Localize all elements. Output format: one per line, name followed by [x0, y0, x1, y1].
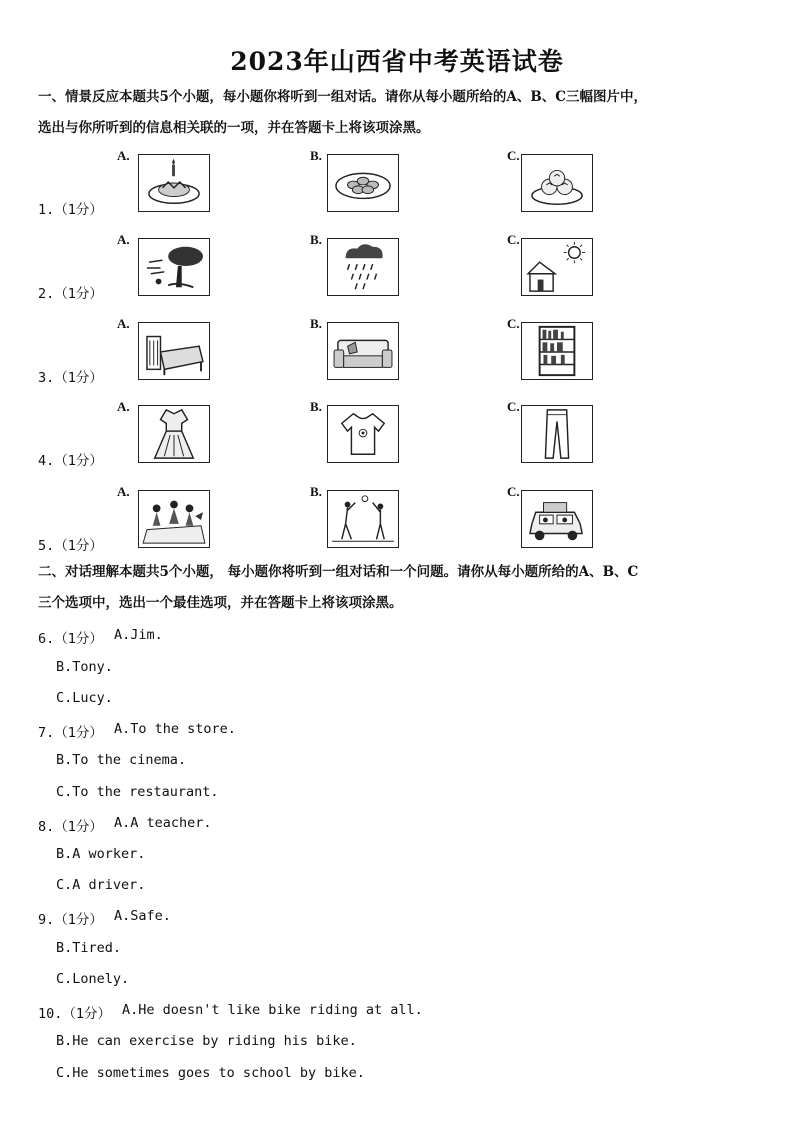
question-label: 4.（1分） [38, 453, 103, 469]
rain-cloud-icon[interactable] [327, 238, 399, 296]
question-3 [0, 316, 794, 386]
option-letter: B. [310, 316, 322, 331]
section2-heading [38, 557, 762, 619]
sunny-house-icon[interactable] [521, 238, 593, 296]
option-letter: A. [117, 316, 130, 331]
question-label: 9.（1分） [38, 912, 103, 928]
bookcase-icon[interactable] [521, 322, 593, 380]
option-letter: C. [507, 316, 520, 331]
windy-tree-icon[interactable] [138, 238, 210, 296]
option-letter: A. [117, 148, 130, 163]
option-c[interactable]: C.He sometimes goes to school by bike. [56, 1065, 365, 1081]
option-letter: B. [310, 232, 322, 247]
option-letter: A. [117, 399, 130, 414]
buns-icon[interactable] [521, 154, 593, 212]
option-letter: B. [310, 399, 322, 414]
section1-heading [38, 82, 762, 144]
question-label: 6.（1分） [38, 631, 103, 647]
bed-icon[interactable] [138, 322, 210, 380]
option-b[interactable]: B.He can exercise by riding his bike. [56, 1033, 357, 1049]
option-letter: C. [507, 399, 520, 414]
question-label: 3.（1分） [38, 370, 103, 386]
dumplings-icon[interactable] [327, 154, 399, 212]
car-trip-icon[interactable] [521, 490, 593, 548]
question-2 [0, 232, 794, 302]
option-b[interactable]: B.Tired. [56, 940, 122, 956]
option-a[interactable]: A.Jim. [114, 627, 163, 643]
option-a[interactable]: A.Safe. [114, 908, 171, 924]
question-label: 5.（1分） [38, 538, 103, 554]
option-letter: B. [310, 148, 322, 163]
trousers-icon[interactable] [521, 405, 593, 463]
option-a[interactable]: A.A teacher. [114, 815, 212, 831]
option-b[interactable]: B.To the cinema. [56, 752, 187, 768]
option-letter: C. [507, 148, 520, 163]
section1-heading-line2: 选出与你所听到的信息相关联的一项，并在答题卡上将该项涂黑。 [38, 120, 430, 136]
option-letter: C. [507, 232, 520, 247]
picnic-icon[interactable] [138, 490, 210, 548]
question-label: 1.（1分） [38, 202, 103, 218]
question-label: 10.（1分） [38, 1006, 112, 1022]
volleyball-icon[interactable] [327, 490, 399, 548]
option-a[interactable]: A.To the store. [114, 721, 236, 737]
option-letter: B. [310, 484, 322, 499]
dress-icon[interactable] [138, 405, 210, 463]
option-b[interactable]: B.A worker. [56, 846, 146, 862]
section2-heading-line1: 二、对话理解本题共5个小题， 每小题你将听到一组对话和一个问题。请你从每小题所给的A、B、C [38, 564, 639, 580]
section2-heading-line2: 三个选项中，选出一个最佳选项，并在答题卡上将该项涂黑。 [38, 595, 403, 611]
option-c[interactable]: C.Lucy. [56, 690, 113, 706]
option-c[interactable]: C.To the restaurant. [56, 784, 219, 800]
option-a[interactable]: A.He doesn't like bike riding at all. [122, 1002, 423, 1018]
section1-heading-line1: 一、情景反应本题共5个小题，每小题你将听到一组对话。请你从每小题所给的A、B、C三幅图片中， [38, 89, 648, 105]
question-1 [0, 148, 794, 218]
page-title: 2023年山西省中考英语试卷 [230, 47, 564, 76]
question-label: 7.（1分） [38, 725, 103, 741]
question-4 [0, 399, 794, 469]
option-letter: C. [507, 484, 520, 499]
cake-icon[interactable] [138, 154, 210, 212]
question-label: 2.（1分） [38, 286, 103, 302]
option-c[interactable]: C.Lonely. [56, 971, 130, 987]
option-letter: A. [117, 484, 130, 499]
option-c[interactable]: C.A driver. [56, 877, 146, 893]
sofa-icon[interactable] [327, 322, 399, 380]
option-letter: A. [117, 232, 130, 247]
question-5 [0, 484, 794, 554]
tshirt-icon[interactable] [327, 405, 399, 463]
option-b[interactable]: B.Tony. [56, 659, 113, 675]
question-label: 8.（1分） [38, 819, 103, 835]
